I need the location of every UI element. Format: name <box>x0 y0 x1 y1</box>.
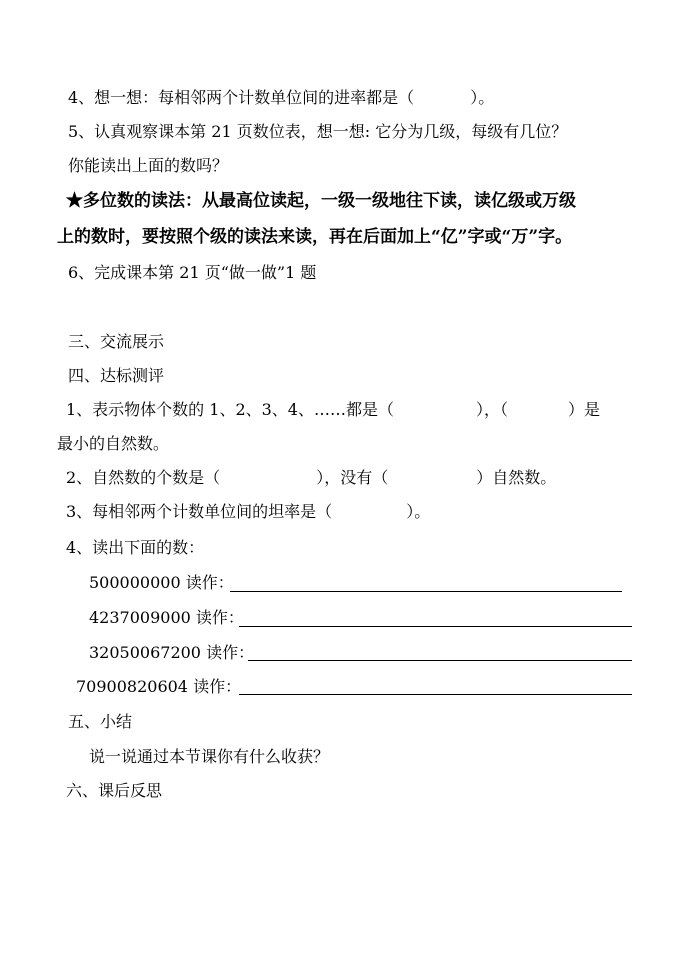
read-as-label: 读作： <box>193 677 242 696</box>
question-5-line1: 5、认真观察课本第 21 页数位表，想一想: 它分为几级，每级有几位？ <box>68 122 568 141</box>
question-5-line2: 你能读出上面的数吗？ <box>68 156 229 175</box>
number-row <box>89 607 244 629</box>
test-question-2-text: 2、自然数的个数是（ <box>66 468 221 487</box>
section-3-heading: 三、交流展示 <box>68 332 165 351</box>
test-question-2-mid: ），没有（ <box>316 468 389 487</box>
test-question-4: 4、读出下面的数： <box>66 538 205 557</box>
number-row <box>76 676 241 698</box>
test-question-2-end: ）自然数。 <box>476 468 557 487</box>
question-4 <box>68 87 494 109</box>
test-question-1-mid: ），（ <box>476 400 509 419</box>
test-question-1-text: 1、表示物体个数的 1、2、3、4、……都是（ <box>66 400 394 419</box>
answer-line[interactable] <box>230 573 622 592</box>
section-5-heading: 五、小结 <box>68 712 133 731</box>
number-value: 32050067200 <box>89 643 201 662</box>
section-4-heading: 四、达标测评 <box>68 366 165 385</box>
test-question-3 <box>66 501 430 523</box>
test-question-3-end: ）。 <box>406 502 431 521</box>
question-4-text: 4、想一想：每相邻两个计数单位间的进率都是（ <box>68 88 415 107</box>
answer-line[interactable] <box>239 608 632 627</box>
test-question-1 <box>66 399 600 421</box>
number-row <box>89 642 254 664</box>
read-as-label: 读作： <box>185 573 234 592</box>
section-6-heading: 六、课后反思 <box>66 781 163 800</box>
read-as-label: 读作： <box>195 608 244 627</box>
test-question-2 <box>66 467 556 489</box>
answer-line[interactable] <box>239 676 632 695</box>
reading-rule-line1: ★多位数的读法：从最高位读起，一级一级地往下读，读亿级或万级 <box>66 191 576 211</box>
number-value: 500000000 <box>89 573 181 592</box>
test-question-1-line2: 最小的自然数。 <box>57 434 170 453</box>
read-as-label: 读作： <box>206 643 255 662</box>
answer-line[interactable] <box>248 642 632 661</box>
number-row <box>89 572 234 594</box>
question-4-close: ）。 <box>470 88 495 107</box>
reading-rule-line2: 上的数时，要按照个级的读法来读，再在后面加上“亿”字或“万”字。 <box>57 227 573 247</box>
number-value: 4237009000 <box>89 608 191 627</box>
test-question-3-text: 3、每相邻两个计数单位间的坦率是（ <box>66 502 333 521</box>
number-value: 70900820604 <box>76 677 188 696</box>
summary-prompt: 说一说通过本节课你有什么收获？ <box>89 747 330 766</box>
question-6: 6、完成课本第 21 页“做一做”1 题 <box>68 263 317 282</box>
test-question-1-end: ）是 <box>568 400 601 419</box>
